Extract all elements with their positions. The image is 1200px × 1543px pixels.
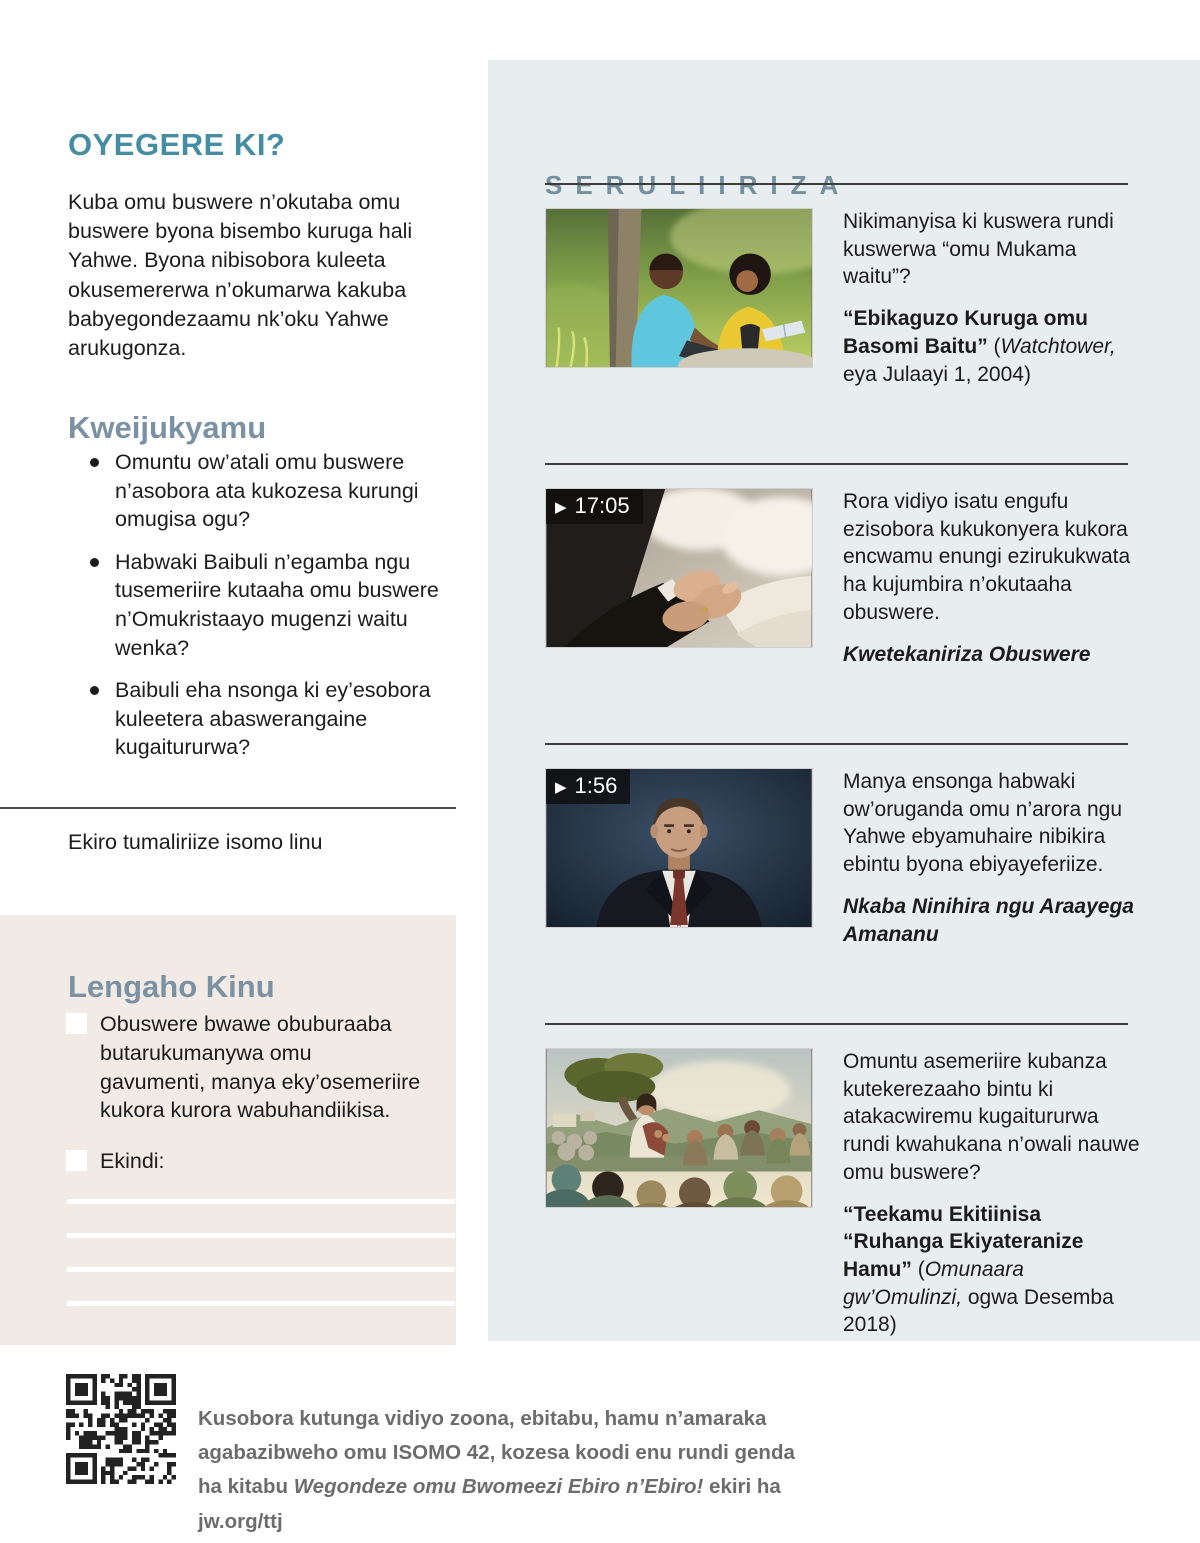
- goal-item: [66, 1010, 422, 1125]
- reference-question: Manya ensonga habwaki ow’oruganda omu n’arora ngu Yahwe ebyamuhaire nibikira ebintu byona ebiyayeferiize.: [843, 770, 1123, 877]
- publication-title: Wegondeze omu Bwomeezi Ebiro n’Ebiro!: [293, 1475, 704, 1499]
- separator-line: [545, 1023, 1128, 1025]
- video-duration-badge: [546, 769, 630, 804]
- write-in-line[interactable]: [67, 1233, 455, 1238]
- review-question: Habwaki Baibuli n’egamba ngu tusemeriire kutaaha omu buswere n’Omukristaayo mugenzi waitu wenka?: [68, 548, 470, 662]
- goal-box: [0, 915, 456, 1345]
- goal-checkbox[interactable]: [66, 1013, 87, 1034]
- thumbnail-brother-talk-video[interactable]: [545, 768, 813, 928]
- goal-item-label: Obuswere bwawe obuburaaba butarukumanywa omu gavumenti, manya eky’osemeriire kukora kurora wabuhandiikisa.: [100, 1012, 421, 1123]
- reference-citation: “Ebikaguzo Kuruga omu Basomi Baitu” (Watchtower, eya Julaayi 1, 2004): [843, 307, 1116, 386]
- thumbnail-jesus-teaching-crowd[interactable]: [545, 1048, 813, 1208]
- reference-item: [545, 208, 1193, 463]
- goal-box-title: Lengaho Kinu: [68, 968, 275, 1004]
- reference-citation: Nkaba Ninihira ngu Araayega Amananu: [843, 894, 1134, 946]
- page-title: OYEGERE KI?: [68, 126, 286, 162]
- session-completion-note: Ekiro tumaliriize isomo linu: [68, 830, 323, 854]
- write-in-line[interactable]: [67, 1267, 455, 1272]
- reference-question: Omuntu asemeriire kubanza kutekerezaaho bintu ki atakacwiremu kugaitururwa rundi kwahukana n’owali nauwe omu buswere?: [843, 1050, 1140, 1184]
- divider-line: [0, 807, 456, 809]
- reference-citation: “Teekamu Ekitiinisa “Ruhanga Ekiyateranize Hamu” (Omunaara gw’Omulinzi, ogwa Desemba 2018): [843, 1202, 1114, 1337]
- thumbnail-wedding-hands-video[interactable]: [545, 488, 813, 648]
- review-question: Omuntu ow’atali omu buswere n’asobora ata kukozesa kurungi omugisa ogu?: [68, 448, 470, 534]
- write-in-line[interactable]: [67, 1301, 455, 1306]
- reference-item: [545, 488, 1193, 743]
- reference-text: [843, 768, 1143, 948]
- reference-item: [545, 768, 1193, 1023]
- goal-item-other-label: Ekindi:: [100, 1149, 165, 1173]
- footer-note: [198, 1402, 858, 1539]
- reference-text: [843, 488, 1143, 668]
- write-in-line[interactable]: [67, 1199, 455, 1204]
- reference-question: Rora vidiyo isatu engufu ezisobora kukukonyera kukora encwamu enungi ezirukukwata ha kujumbira n’okutaaha obuswere.: [843, 490, 1131, 624]
- reference-citation: Kwetekaniriza Obuswere: [843, 642, 1091, 666]
- goal-item-other: [66, 1147, 422, 1176]
- separator-line: [545, 463, 1128, 465]
- reference-text: [843, 1048, 1143, 1339]
- reference-question: Nikimanyisa ki kuswera rundi kuswerwa “omu Mukama waitu”?: [843, 210, 1114, 289]
- play-icon: ▶: [555, 778, 567, 796]
- video-duration-badge: [546, 489, 643, 524]
- goal-checkbox[interactable]: [66, 1150, 87, 1171]
- separator-line: [545, 743, 1128, 745]
- couple-studying-outdoors-image: [546, 209, 812, 367]
- references-panel: [488, 60, 1200, 1341]
- separator-line: [545, 183, 1128, 185]
- thumbnail-couple-studying-outdoors[interactable]: [545, 208, 813, 368]
- references-panel-title: SERULIIRIZA: [545, 170, 852, 200]
- review-question: Baibuli eha nsonga ki ey’esobora kuleetera abaswerangaine kugaitururwa?: [68, 676, 470, 762]
- review-section-title: Kweijukyamu: [68, 409, 267, 445]
- play-icon: ▶: [555, 498, 567, 516]
- footer-line-3: ha kitabu Wegondeze omu Bwomeezi Ebiro n’Ebiro! ekiri ha jw.org/ttj: [198, 1475, 781, 1533]
- reference-item: [545, 1048, 1193, 1348]
- qr-code: [66, 1374, 176, 1484]
- reference-text: [843, 208, 1143, 388]
- footer-line-1: Kusobora kutunga vidiyo zoona, ebitabu, hamu n’amaraka: [198, 1407, 767, 1430]
- footer-line-2: agabazibweho omu ISOMO 42, kozesa koodi enu rundi genda: [198, 1441, 795, 1465]
- review-question-list: [68, 448, 470, 776]
- video-duration: 17:05: [574, 493, 630, 518]
- video-duration: 1:56: [574, 773, 618, 798]
- intro-paragraph: Kuba omu buswere n’okutaba omu buswere byona bisembo kuruga hali Yahwe. Byona nibisobora kuleeta okusemererwa n’okumarwa kakuba babyegondezaamu nk’oku Yahwe arukugonza.: [68, 189, 413, 361]
- jesus-teaching-crowd-image: [546, 1049, 812, 1207]
